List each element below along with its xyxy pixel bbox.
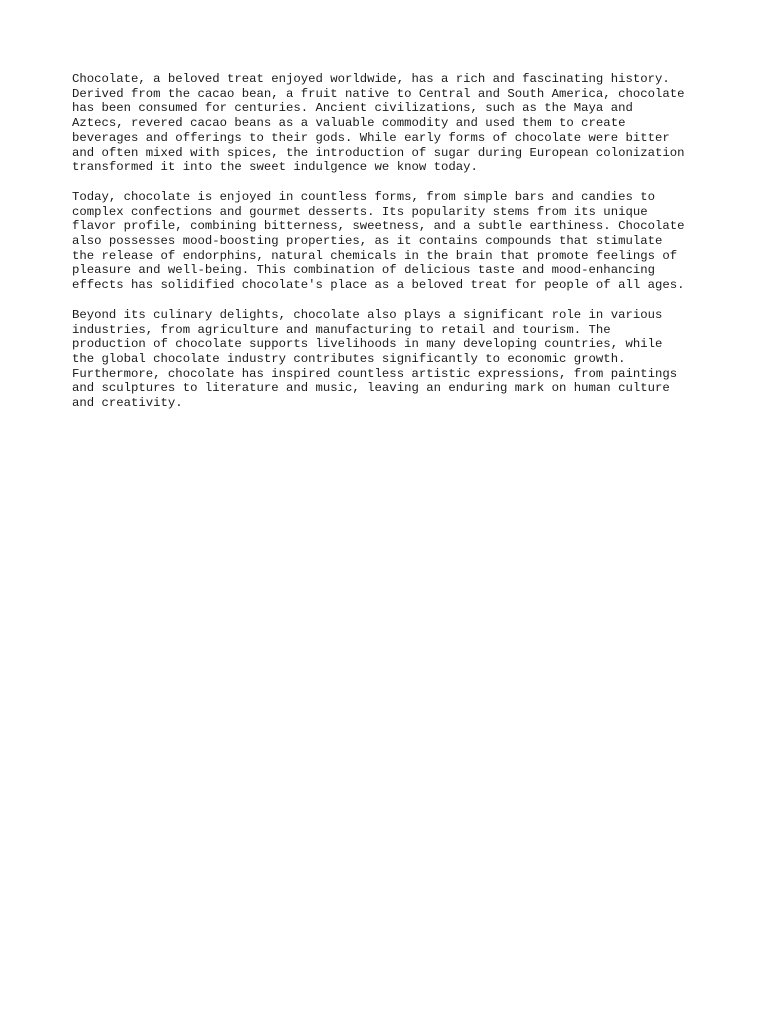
paragraph-history: Chocolate, a beloved treat enjoyed worldwide, has a rich and fascinating history. Derived from the cacao bean, a fruit native to Central and South America, chocolate has been consumed for centuries. Ancient civilizations, such as the Maya and Aztecs, revered cacao beans as a valuable commodity and used them to create beverages and offerings to their gods. While early forms of chocolate were bitter and often mixed with spices, the introduction of sugar during European colonization transformed it into the sweet indulgence we know today.: [72, 72, 685, 175]
paragraph-popularity: Today, chocolate is enjoyed in countless forms, from simple bars and candies to complex confections and gourmet desserts. Its popularity stems from its unique flavor profile, combining bitterness, sweetness, and a subtle earthiness. Chocolate also possesses mood-boosting properties, as it contains compounds that stimulate the release of endorphins, natural chemicals in the brain that promote feelings of pleasure and well-being. This combination of delicious taste and mood-enhancing effects has solidified chocolate's place as a beloved treat for people of all ages.: [72, 189, 685, 293]
paragraph-industry: Beyond its culinary delights, chocolate also plays a significant role in various industries, from agriculture and manufacturing to retail and tourism. The production of chocolate supports livelihoods in many developing countries, while the global chocolate industry contributes significantly to economic growth. Furthermore, chocolate has inspired countless artistic expressions, from paintings and sculptures to literature and music, leaving an enduring mark on human culture and creativity.: [72, 307, 678, 411]
